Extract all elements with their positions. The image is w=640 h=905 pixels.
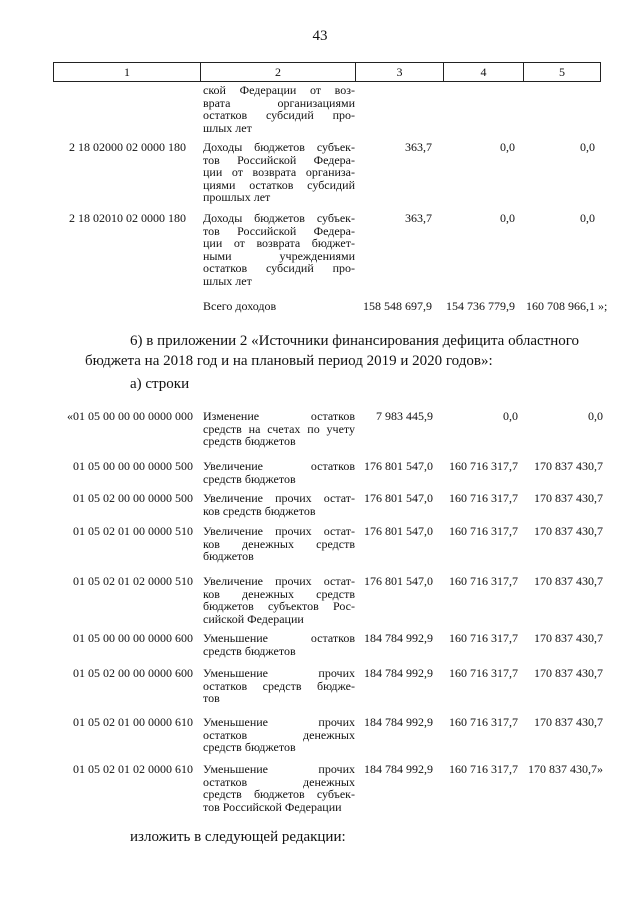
name-line: средств бюджетов — [203, 434, 296, 448]
row-code: 01 05 02 01 00 0000 510 — [73, 524, 193, 538]
row-value-2018: 176 801 547,0 — [364, 491, 433, 505]
name-line: циями остатков субсидий — [203, 177, 355, 192]
row-name — [203, 575, 355, 625]
name-line: бюджетов — [203, 549, 254, 563]
row-value-2020: 170 837 430,7 — [534, 715, 603, 729]
row-value-2019: 0,0 — [500, 211, 515, 225]
row-value-2020: 170 837 430,7» — [528, 762, 603, 776]
name-line: остатков денежных — [203, 727, 355, 742]
row-code: «01 05 00 00 00 0000 000 — [67, 409, 193, 423]
name-line: Увеличение прочих остат- — [203, 491, 355, 505]
name-line: тов Российской Федерации — [203, 799, 342, 814]
name-line: шлых лет — [203, 120, 252, 135]
name-line: прошлых лет — [203, 190, 271, 204]
row-name — [203, 492, 355, 517]
row-value-2019: 160 716 317,7 — [449, 524, 518, 538]
name-line: тов — [203, 691, 220, 705]
row-value-2019: 160 716 317,7 — [449, 666, 518, 680]
row-value-2020: 0,0 — [588, 409, 603, 423]
row-value-2018: 363,7 — [405, 211, 432, 225]
row-name — [203, 525, 355, 563]
name-line: средств бюджетов субъек- — [203, 787, 355, 801]
header-col-3: 3 — [356, 63, 444, 81]
name-line: Увеличение прочих остат- — [203, 574, 355, 588]
row-code: 01 05 02 00 00 0000 500 — [73, 491, 193, 505]
row-code: 01 05 02 01 02 0000 610 — [73, 762, 193, 776]
name-line: Доходы бюджетов субъек- — [203, 140, 355, 154]
name-line: остатков субсидий про- — [203, 108, 355, 122]
header-col-5: 5 — [559, 65, 565, 79]
row-name — [203, 300, 355, 313]
row-name — [203, 141, 355, 204]
paragraph-appendix-2-line-1: 6) в приложении 2 «Источники финансирования дефицита областного — [130, 333, 580, 349]
row-value-2019: 154 736 779,9 — [446, 299, 515, 313]
paragraph-rows-label: а) строки — [130, 376, 190, 392]
name-line: тов Российской Федера- — [203, 152, 355, 167]
row-name — [203, 84, 355, 134]
row-value-2018: 176 801 547,0 — [364, 524, 433, 538]
row-value-2020: 170 837 430,7 — [534, 666, 603, 680]
row-value-2019: 160 716 317,7 — [449, 574, 518, 588]
row-code: 01 05 02 01 02 0000 510 — [73, 574, 193, 588]
row-code: 01 05 02 01 00 0000 610 — [73, 715, 193, 729]
header-col-2: 2 — [201, 63, 356, 81]
name-line: Уменьшение остатков — [203, 631, 355, 645]
header-col-4: 4 — [444, 63, 524, 81]
name-line: остатков денежных — [203, 774, 355, 789]
name-line: Увеличение остатков — [203, 459, 355, 473]
name-line: ской Федерации от воз- — [203, 83, 355, 97]
row-value-2020: 0,0 — [580, 211, 595, 225]
row-name — [203, 716, 355, 754]
row-value-2019: 0,0 — [503, 409, 518, 423]
name-line: средств бюджетов — [203, 471, 296, 486]
row-code: 2 18 02000 02 0000 180 — [69, 140, 186, 154]
name-line: Доходы бюджетов субъек- — [203, 211, 355, 225]
row-name — [203, 763, 355, 813]
name-line: Уменьшение прочих — [203, 666, 355, 680]
row-name — [203, 667, 355, 705]
name-line: шлых лет — [203, 273, 252, 288]
row-value-2018: 184 784 992,9 — [364, 631, 433, 645]
row-value-2020: 170 837 430,7 — [534, 631, 603, 645]
paragraph-new-edition: изложить в следующей редакции: — [130, 829, 346, 845]
row-name — [203, 460, 355, 485]
row-value-2018: 176 801 547,0 — [364, 574, 433, 588]
row-value-2018: 158 548 697,9 — [363, 299, 432, 313]
name-line: средств на счетах по учету — [203, 421, 355, 436]
name-line: Уменьшение прочих — [203, 762, 355, 776]
name-line: тов Российской Федера- — [203, 223, 355, 238]
name-line: Увеличение прочих остат- — [203, 524, 355, 538]
name-line: ков средств бюджетов — [203, 503, 316, 518]
row-value-2019: 160 716 317,7 — [449, 715, 518, 729]
row-value-2018: 184 784 992,9 — [364, 666, 433, 680]
row-value-2018: 184 784 992,9 — [364, 762, 433, 776]
row-value-2020: 170 837 430,7 — [534, 574, 603, 588]
page-number: 43 — [312, 28, 328, 44]
name-line: ции от возврата бюджет- — [203, 236, 355, 250]
name-line: сийской Федерации — [203, 611, 304, 626]
name-line: средств бюджетов — [203, 740, 296, 754]
header-col-1: 1 — [54, 63, 201, 81]
row-value-2018: 7 983 445,9 — [376, 409, 433, 423]
row-value-2018: 184 784 992,9 — [364, 715, 433, 729]
row-value-2019: 160 716 317,7 — [449, 459, 518, 473]
name-line: ков денежных средств — [203, 536, 355, 551]
row-name — [203, 632, 355, 657]
row-value-2020: 170 837 430,7 — [534, 459, 603, 473]
row-suffix: »; — [598, 299, 608, 313]
table-header — [53, 62, 601, 82]
row-value-2020: 0,0 — [580, 140, 595, 154]
row-code: 01 05 00 00 00 0000 600 — [73, 631, 193, 645]
name-line: ными учреждениями — [203, 248, 355, 263]
name-line: Уменьшение прочих — [203, 715, 355, 729]
row-code: 01 05 02 00 00 0000 600 — [73, 666, 193, 680]
row-value-2018: 363,7 — [405, 140, 432, 154]
row-value-2020: 170 837 430,7 — [534, 524, 603, 538]
row-name — [203, 212, 355, 287]
name-line: остатков средств бюдже- — [203, 678, 355, 693]
name-line: ции от возврата организа- — [203, 165, 355, 179]
row-code: 2 18 02010 02 0000 180 — [69, 211, 186, 225]
name-line: Всего доходов — [203, 299, 277, 313]
row-value-2019: 160 716 317,7 — [449, 491, 518, 505]
name-line: Изменение остатков — [203, 409, 355, 423]
row-name — [203, 410, 355, 448]
name-line: остатков субсидий про- — [203, 261, 355, 275]
paragraph-appendix-2-line-2: бюджета на 2018 год и на плановый период 2019 и 2020 годов»: — [85, 353, 493, 369]
row-value-2019: 0,0 — [500, 140, 515, 154]
name-line: средств бюджетов — [203, 643, 296, 658]
row-value-2019: 160 716 317,7 — [449, 631, 518, 645]
name-line: врата организациями — [203, 95, 355, 110]
name-line: ков денежных средств — [203, 586, 355, 601]
row-value-2020: 170 837 430,7 — [534, 491, 603, 505]
row-value-2018: 176 801 547,0 — [364, 459, 433, 473]
row-code: 01 05 00 00 00 0000 500 — [73, 459, 193, 473]
name-line: бюджетов субъектов Рос- — [203, 599, 355, 613]
row-value-2020: 160 708 966,1 — [526, 299, 595, 313]
row-value-2019: 160 716 317,7 — [449, 762, 518, 776]
